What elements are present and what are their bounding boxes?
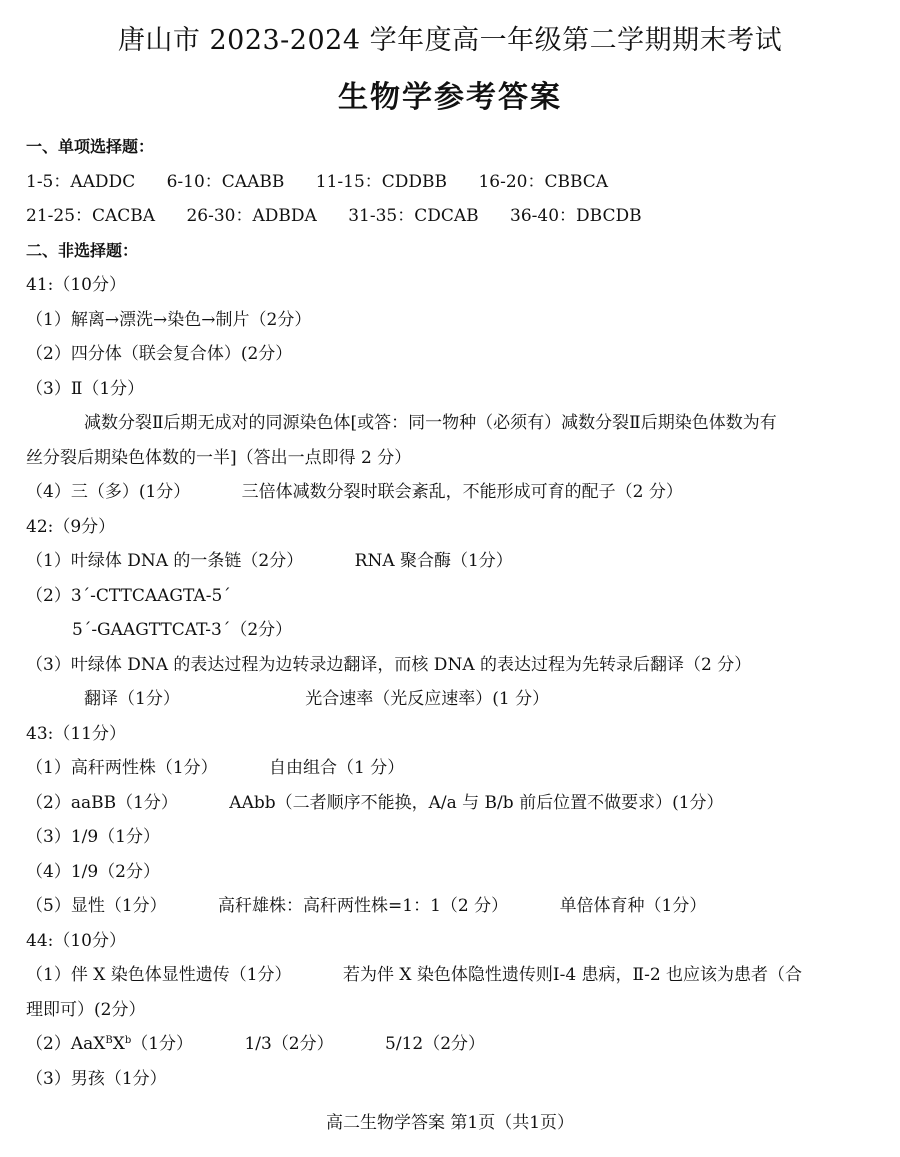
question-41-answer-3-explanation-line-2: 丝分裂后期染色体数的一半]（答出一点即得 2 分） xyxy=(26,447,412,468)
section-heading-non-choice: 二、非选择题： xyxy=(26,240,139,260)
question-42-label: 42:（9分） xyxy=(26,516,116,537)
choice-answer-group: 6-10：CAABB xyxy=(166,171,285,192)
question-43-answer-1-part-b: 自由组合（1 分） xyxy=(269,758,405,778)
question-44-answer-1-part-b: 若为伴 X 染色体隐性遗传则Ⅰ-4 患病，Ⅱ-2 也应该为患者（合 xyxy=(342,965,803,985)
question-44-answer-2-genotype xyxy=(26,1034,193,1054)
choice-answer-group: 21-25：CACBA xyxy=(26,206,156,226)
question-43-answer-2-part-a: （2）aaBB（1分） xyxy=(26,792,178,813)
choice-answer-group: 11-15：CDDBB xyxy=(315,171,448,192)
choice-answer-group: 31-35：CDCAB xyxy=(348,206,479,226)
page-subtitle: 生物学参考答案 xyxy=(338,80,562,115)
question-41-answer-3-explanation-line-1: 减数分裂Ⅱ后期无成对的同源染色体[或答：同一物种（必须有）减数分裂Ⅱ后期染色体数为有 xyxy=(84,413,777,433)
question-42-answer-2-line-2: 5´-GAAGTTCAT-3´（2分） xyxy=(72,620,293,640)
choice-answers-row-1 xyxy=(26,165,881,200)
question-44-answer-2-part-b: 1/3（2分） xyxy=(244,1034,334,1054)
question-43-answer-2 xyxy=(26,786,881,821)
choice-answer-group: 16-20：CBBCA xyxy=(478,171,609,192)
question-44-answer-1-line-2: 理即可）(2分） xyxy=(26,999,146,1020)
question-41-answer-4 xyxy=(26,475,881,510)
question-43-answer-5 xyxy=(26,889,881,924)
question-43-answer-1 xyxy=(26,751,881,786)
question-44-answer-1-part-a: （1）伴 X 染色体显性遗传（1分） xyxy=(26,965,292,985)
question-44-label: 44:（10分） xyxy=(26,930,126,951)
genotype-prefix: （2）AaX xyxy=(26,1034,106,1054)
question-42-answer-3-line-1: （3）叶绿体 DNA 的表达过程为边转录边翻译，而核 DNA 的表达过程为先转录后翻译（2 分） xyxy=(26,654,752,675)
question-42-answer-3-part-a: 翻译（1分） xyxy=(84,689,180,709)
choice-answers-row-2 xyxy=(26,199,881,234)
genotype-score: （1分） xyxy=(131,1034,194,1054)
question-43-answer-3: （3）1/9（1分） xyxy=(26,827,160,847)
answer-content xyxy=(26,130,881,1096)
question-43-answer-5-part-a: （5）显性（1分） xyxy=(26,896,167,916)
question-42-answer-2-line-1: （2）3´-CTTCAAGTA-5´ xyxy=(26,585,231,606)
choice-answer-group: 36-40：DBCDB xyxy=(510,206,642,226)
page-title: 唐山市 2023-2024 学年度高一年级第二学期期末考试 xyxy=(117,25,783,56)
question-42-answer-1-part-b: RNA 聚合酶（1分） xyxy=(354,551,513,571)
genotype-superscript: B xyxy=(105,1035,113,1046)
question-43-answer-2-part-b: AAbb（二者顺序不能换，A/a 与 B/b 前后位置不做要求）(1分） xyxy=(229,792,724,813)
section-heading-single-choice: 一、单项选择题： xyxy=(26,137,155,156)
question-42-answer-1-part-a: （1）叶绿体 DNA 的一条链（2分） xyxy=(26,551,304,571)
question-43-answer-4: （4）1/9（2分） xyxy=(26,861,160,882)
page-footer: 高二生物学答案 第1页（共1页） xyxy=(325,1113,575,1133)
question-43-answer-1-part-a: （1）高秆两性株（1分） xyxy=(26,758,218,778)
question-41-answer-4-part-b: 三倍体减数分裂时联会紊乱，不能形成可育的配子（2 分） xyxy=(241,482,683,502)
question-43-answer-5-part-b: 高秆雄株：高秆两性株=1：1（2 分） xyxy=(218,896,509,916)
question-42-answer-3-line-2 xyxy=(26,682,881,717)
question-43-answer-5-part-c: 单倍体育种（1分） xyxy=(559,896,707,916)
choice-answer-group: 1-5：AADDC xyxy=(26,171,136,192)
question-41-answer-1: （1）解离→漂洗→染色→制片（2分） xyxy=(26,309,312,330)
choice-answer-group: 26-30：ADBDA xyxy=(186,206,317,226)
question-44-answer-2-part-c: 5/12（2分） xyxy=(385,1034,486,1054)
question-42-answer-3-part-b: 光合速率（光反应速率）(1 分） xyxy=(305,689,550,709)
question-44-answer-1-line-1 xyxy=(26,958,881,993)
question-44-answer-2 xyxy=(26,1027,881,1062)
genotype-superscript: b xyxy=(124,1035,132,1046)
genotype-x: X xyxy=(112,1034,125,1054)
question-44-answer-3: （3）男孩（1分） xyxy=(26,1068,167,1089)
question-41-answer-3: （3）Ⅱ（1分） xyxy=(26,378,145,399)
question-41-answer-2: （2）四分体（联会复合体）(2分） xyxy=(26,344,293,364)
question-43-label: 43:（11分） xyxy=(26,723,126,744)
question-41-answer-4-part-a: （4）三（多）(1分） xyxy=(26,482,191,502)
question-42-answer-1 xyxy=(26,544,881,579)
question-41-label: 41:（10分） xyxy=(26,275,126,295)
